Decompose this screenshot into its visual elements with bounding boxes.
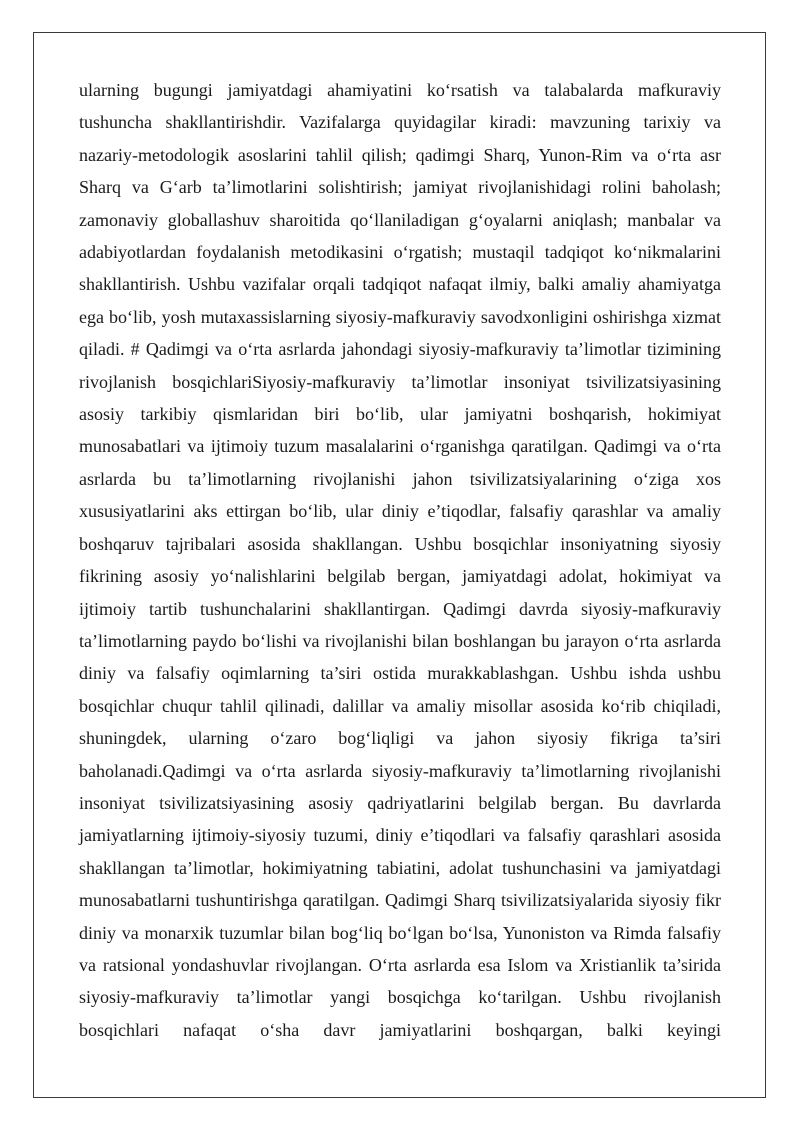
document-body-text: ularning bugungi jamiyatdagi ahamiyatini ko‘rsatish va talabalarda mafkuraviy tushuncha shakllantirishdir. Vazifalarga quyidagilar kiradi: mavzuning tarixiy va nazariy-metodologik asoslarini tahlil qilish; qadimgi Sharq, Yunon-Rim va o‘rta asr Sharq va G‘arb ta’limotlarini solishtirish; jamiyat rivojlanishidagi rolini baholash; zamonaviy globallashuv sharoitida qo‘llaniladigan g‘oyalarni aniqlash; manbalar va adabiyotlardan foydalanish metodikasini o‘rgatish; mustaqil tadqiqot ko‘nikmalarini shakllantirish. Ushbu vazifalar orqali tadqiqot nafaqat ilmiy, balki amaliy ahamiyatga ega bo‘lib, yosh mutaxassislarning siyosiy-mafkuraviy savodxonligini oshirishga xizmat qiladi. # Qadimgi va o‘rta asrlarda jahondagi siyosiy-mafkuraviy ta’limotlar tizimining rivojlanish bosqichlariSiyosiy-mafkuraviy ta’limotlar insoniyat tsivilizatsiyasining asosiy tarkibiy qismlaridan biri bo‘lib, ular jamiyatni boshqarish, hokimiyat munosabatlari va ijtimoiy tuzum masalalarini o‘rganishga qaratilgan. Qadimgi va o‘rta asrlarda bu ta’limotlarning rivojlanishi jahon tsivilizatsiyalarining o‘ziga xos xususiyatlarini aks ettirgan bo‘lib, ular diniy e’tiqodlar, falsafiy qarashlar va amaliy boshqaruv tajribalari asosida shakllangan. Ushbu bosqichlar insoniyatning siyosiy fikrining asosiy yo‘nalishlarini belgilab bergan, jamiyatdagi adolat, hokimiyat va ijtimoiy tartib tushunchalarini shakllantirgan. Qadimgi davrda siyosiy-mafkuraviy ta’limotlarning paydo bo‘lishi va rivojlanishi bilan boshlangan bu jarayon o‘rta asrlarda diniy va falsafiy oqimlarning ta’siri ostida murakkablashgan. Ushbu ishda ushbu bosqichlar chuqur tahlil qilinadi, dalillar va amaliy misollar asosida ko‘rib chiqiladi, shuningdek, ularning o‘zaro bog‘liqligi va jahon siyosiy fikriga ta’siri baholanadi.Qadimgi va o‘rta asrlarda siyosiy-mafkuraviy ta’limotlarning rivojlanishi insoniyat tsivilizatsiyasining asosiy qadriyatlarini belgilab bergan. Bu davrlarda jamiyatlarning ijtimoiy-siyosiy tuzumi, diniy e’tiqodlari va falsafiy qarashlari asosida shakllangan ta’limotlar, hokimiyatning tabiatini, adolat tushunchasini va jamiyatdagi munosabatlarni tushuntirishga qaratilgan. Qadimgi Sharq tsivilizatsiyalarida siyosiy fikr diniy va monarxik tuzumlar bilan bog‘liq bo‘lgan bo‘lsa, Yunoniston va Rimda falsafiy va ratsional yondashuvlar rivojlangan. O‘rta asrlarda esa Islom va Xristianlik ta’sirida siyosiy-mafkuraviy ta’limotlar yangi bosqichga ko‘tarilgan. Ushbu rivojlanish bosqichlari nafaqat o‘sha davr jamiyatlarini boshqargan, balki keyingi [79,80,721,1040]
